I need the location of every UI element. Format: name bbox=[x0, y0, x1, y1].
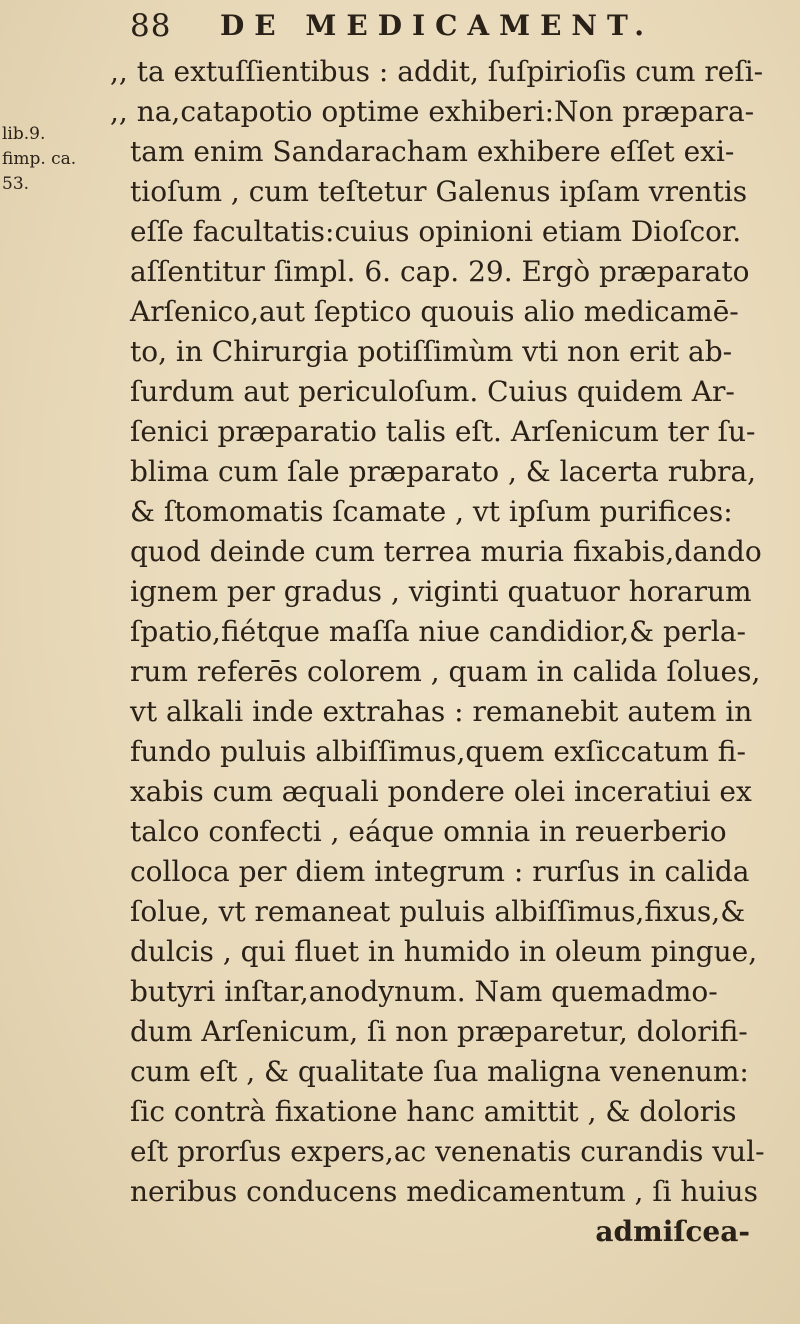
text-line: ,, ta extuſſientibus : addit, ſuſpirioſis cum reſi- bbox=[110, 55, 764, 88]
marginal-note-line: 53. bbox=[2, 174, 30, 194]
running-head: DE MEDICAMENT. bbox=[220, 9, 654, 42]
text-line: butyri inſtar,anodynum. Nam quemadmo- bbox=[130, 975, 718, 1008]
marginal-note bbox=[2, 122, 112, 197]
text-line: xabis cum æquali pondere olei inceratiui ex bbox=[130, 775, 752, 808]
text-line: ignem per gradus , viginti quatuor horarum bbox=[130, 575, 752, 608]
page-number: 88 bbox=[130, 8, 172, 44]
text-line: colloca per diem integrum : rurſus in calida bbox=[130, 855, 750, 888]
text-line: tam enim Sandaracham exhibere eſſet exi- bbox=[130, 135, 735, 168]
text-line: rum referēs colorem , quam in calida ſolues, bbox=[130, 655, 761, 688]
text-line: eſt prorſus expers,ac venenatis curandis vul- bbox=[130, 1135, 765, 1168]
text-line: talco confecti , eáque omnia in reuerberio bbox=[130, 815, 727, 848]
text-line: eſſe facultatis:cuius opinioni etiam Dioſcor. bbox=[130, 215, 742, 248]
text-line: ſpatio,fiétque maſſa niue candidior,& perla- bbox=[130, 615, 746, 648]
text-line: tioſum , cum teſtetur Galenus ipſam vrentis bbox=[130, 175, 748, 208]
text-line: ſenici præparatio talis eſt. Arſenicum ter ſu- bbox=[130, 415, 756, 448]
text-line: ſurdum aut periculoſum. Cuius quidem Ar- bbox=[130, 375, 735, 408]
text-line: blima cum ſale præparato , & lacerta rubra, bbox=[130, 455, 757, 488]
text-line: cum eſt , & qualitate ſua maligna venenum: bbox=[130, 1055, 749, 1088]
text-line: fundo puluis albiſſimus,quem exſiccatum fi- bbox=[130, 735, 746, 768]
text-line: to, in Chirurgia potiſſimùm vti non erit ab- bbox=[130, 335, 733, 368]
catchword: admiſcea- bbox=[595, 1215, 750, 1248]
page-header bbox=[130, 6, 770, 46]
text-line: dum Arſenicum, ſi non præparetur, dolorifi- bbox=[130, 1015, 748, 1048]
text-line: ſic contrà fixatione hanc amittit , & doloris bbox=[130, 1095, 737, 1128]
text-line: dulcis , qui fluet in humido in oleum pingue, bbox=[130, 935, 758, 968]
text-line: aſſentitur ſimpl. 6. cap. 29. Ergò præparato bbox=[130, 255, 750, 288]
text-line: quod deinde cum terrea muria fixabis,dando bbox=[130, 535, 762, 568]
text-line: vt alkali inde extrahas : remanebit autem in bbox=[130, 695, 753, 728]
body-text bbox=[110, 52, 790, 1252]
text-line: ,, na,catapotio optime exhiberi:Non præpara- bbox=[110, 95, 755, 128]
text-line: ſolue, vt remaneat puluis albiſſimus,fixus,& bbox=[130, 895, 746, 928]
text-line: & ſtomomatis ſcamate , vt ipſum purifices: bbox=[130, 495, 733, 528]
marginal-note-line: lib.9. bbox=[2, 124, 46, 144]
text-line: neribus conducens medicamentum , ſi huius bbox=[130, 1175, 758, 1208]
text-line: Arſenico,aut ſeptico quouis alio medicamē- bbox=[130, 295, 739, 328]
marginal-note-line: fimp. ca. bbox=[2, 149, 77, 169]
